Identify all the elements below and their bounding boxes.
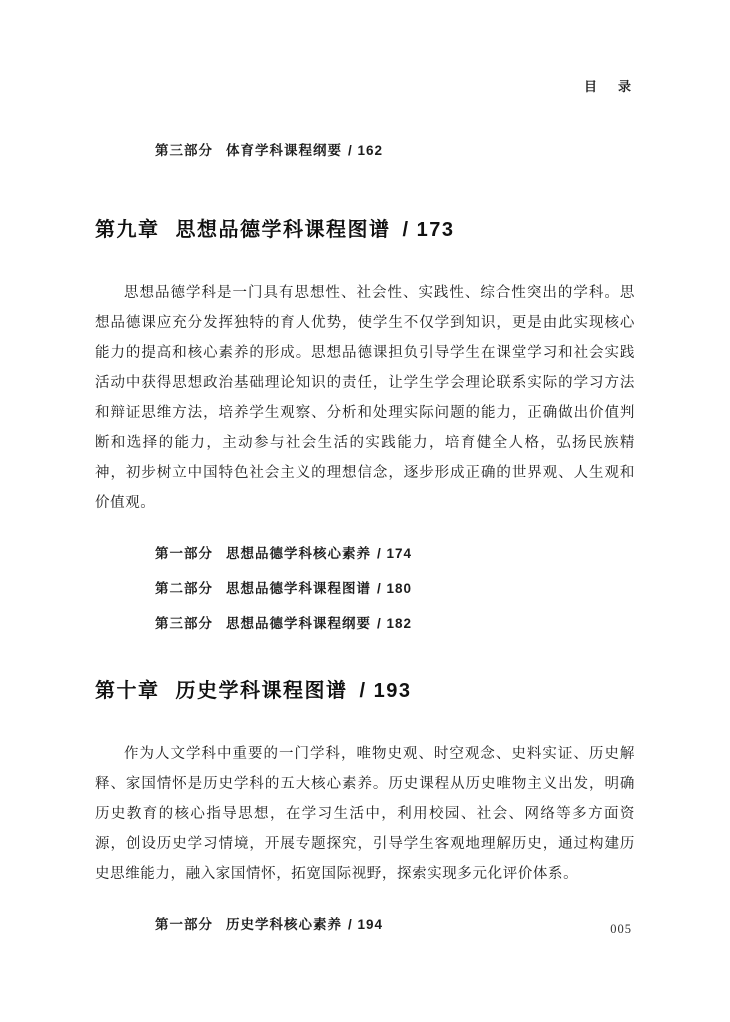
part-page-ref: / 182: [377, 616, 413, 631]
chapter-title: 历史学科课程图谱: [175, 680, 348, 702]
chapter-section: [95, 213, 635, 632]
part-label: 第三部分: [155, 616, 213, 631]
part-page-ref: / 174: [377, 546, 413, 561]
part-title: 体育学科课程纲要: [226, 143, 342, 158]
toc-part-entry: [155, 577, 635, 597]
part-page-ref: / 180: [377, 581, 413, 596]
page-number: 005: [610, 922, 632, 936]
chapter-heading: [95, 674, 635, 703]
chapter-summary: 思想品德学科是一门具有思想性、社会性、实践性、综合性突出的学科。思想品德课应充分发挥独特的育人优势，使学生不仅学到知识，更是由此实现核心能力的提高和核心素养的形成。思想品德课担负引导学生在课堂学习和社会实践活动中获得思想政治基础理论知识的责任，让学生学会理论联系实际的学习方法和辩证思维方法，培养学生观察、分析和处理实际问题的能力，正确做出价值判断和选择的能力，主动参与社会生活的实践能力，培育健全人格，弘扬民族精神，初步树立中国特色社会主义的理想信念，逐步形成正确的世界观、人生观和价值观。: [95, 285, 635, 511]
toc-part-entry: [155, 139, 635, 159]
chapter-summary: 作为人文学科中重要的一门学科，唯物史观、时空观念、史料实证、历史解释、家国情怀是历史学科的五大核心素养。历史课程从历史唯物主义出发，明确历史教育的核心指导思想，在学习生活中，利用校园、社会、网络等多方面资源，创设历史学习情境，开展专题探究，引导学生客观地理解历史，通过构建历史思维能力，融入家国情怀，拓宽国际视野，探索实现多元化评价体系。: [95, 746, 635, 882]
chapter-section: [95, 674, 635, 933]
chapter-heading: [95, 213, 635, 242]
chapter-number: 第九章: [95, 219, 160, 241]
part-label: 第二部分: [155, 581, 213, 596]
part-title: 思想品德学科核心素养: [226, 546, 371, 561]
part-label: 第一部分: [155, 917, 213, 932]
chapter-page-ref: / 173: [402, 219, 455, 241]
chapter-page-ref: / 193: [359, 680, 412, 702]
part-title: 思想品德学科课程纲要: [226, 616, 371, 631]
chapter-number: 第十章: [95, 680, 160, 702]
part-label: 第一部分: [155, 546, 213, 561]
toc-part-entry: [155, 612, 635, 632]
part-title: 历史学科核心素养: [226, 917, 342, 932]
chapter-title: 思想品德学科课程图谱: [175, 219, 391, 241]
toc-part-entry: [155, 542, 635, 562]
running-header: [95, 76, 635, 95]
part-title: 思想品德学科课程图谱: [226, 581, 371, 596]
chapter-parts-list: [155, 542, 635, 632]
chapter-parts-list: [155, 913, 635, 933]
part-page-ref: / 162: [348, 143, 384, 158]
part-page-ref: / 194: [348, 917, 384, 932]
toc-part-entry: [155, 913, 635, 933]
running-header-title: 目 录: [583, 79, 635, 94]
part-label: 第三部分: [155, 143, 213, 158]
